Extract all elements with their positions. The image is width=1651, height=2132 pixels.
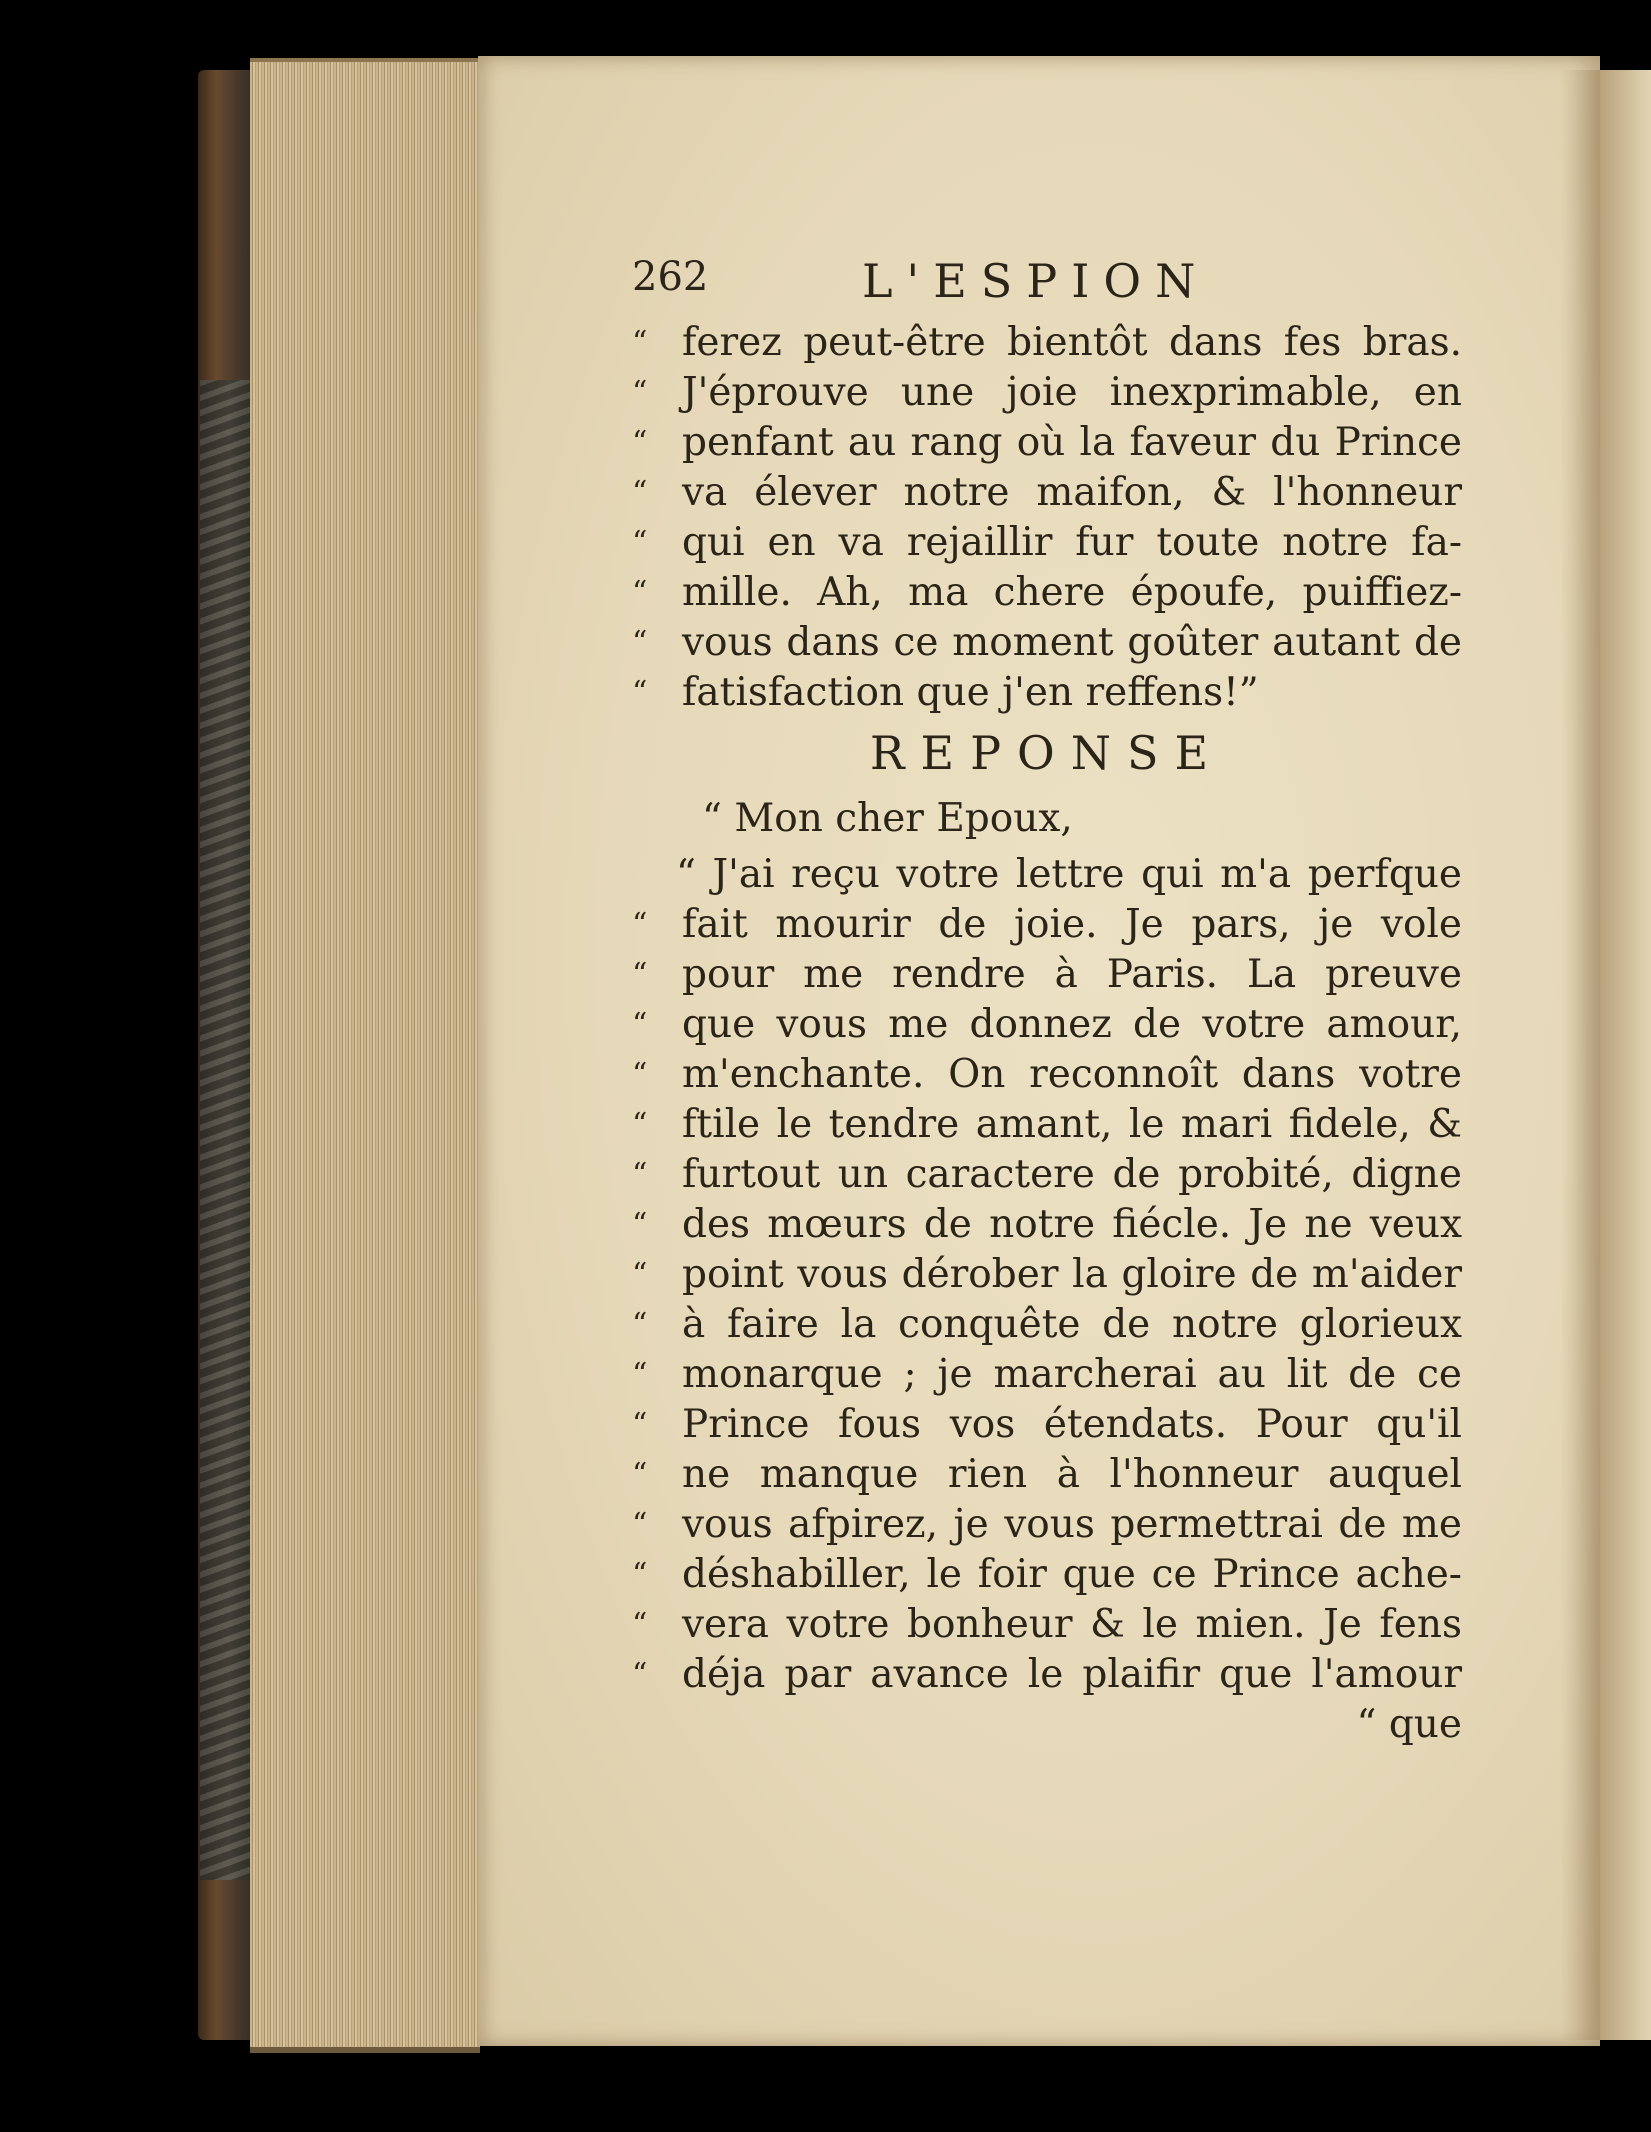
quote-mark: “ (632, 1507, 648, 1542)
quote-mark: “ (632, 675, 648, 710)
text-line (632, 1550, 1462, 1600)
quote-mark: “ (632, 1007, 648, 1042)
quote-mark: “ (632, 1057, 648, 1092)
line-text: Prince fous vos étendats. Pour qu'il (682, 1402, 1462, 1447)
line-text: mille. Ah, ma chere époufe, puiffiez- (682, 570, 1462, 615)
text-line (632, 468, 1462, 518)
quote-mark: “ (632, 1657, 648, 1692)
line-text: point vous dérober la gloire de m'aider (682, 1252, 1462, 1297)
line-text: vous afpirez, je vous permettrai de me (682, 1502, 1462, 1547)
section-heading: REPONSE (869, 726, 1225, 780)
quote-mark: “ (632, 625, 648, 660)
text-line (632, 1300, 1462, 1350)
text-line (632, 618, 1462, 668)
letter-continuation (632, 318, 1462, 718)
text-line (632, 518, 1462, 568)
line-text: vous dans ce moment goûter autant de (682, 620, 1462, 665)
line-text: J'éprouve une joie inexprimable, en (682, 370, 1462, 415)
quote-mark: “ (632, 1557, 648, 1592)
quote-mark: “ (632, 957, 648, 992)
catchword: “ que (1356, 1702, 1462, 1747)
line-text: monarque ; je marcherai au lit de ce (682, 1352, 1462, 1397)
text-line (632, 318, 1462, 368)
text-line (632, 950, 1462, 1000)
quote-mark: “ (632, 325, 648, 360)
quote-mark: “ (632, 1357, 648, 1392)
running-title: L'ESPION (862, 254, 1210, 308)
text-line (632, 1450, 1462, 1500)
line-text: furtout un caractere de probité, digne (682, 1152, 1462, 1197)
facing-page-edge (1600, 70, 1651, 2040)
line-text: m'enchante. On reconnoît dans votre (682, 1052, 1462, 1097)
text-line (632, 668, 1462, 718)
line-text: “ J'ai reçu votre lettre qui m'a perfque (676, 852, 1462, 897)
text-line (632, 1050, 1462, 1100)
text-line (632, 1500, 1462, 1550)
quote-mark: “ (632, 575, 648, 610)
text-line (632, 1250, 1462, 1300)
quote-mark: “ (632, 1307, 648, 1342)
quote-mark: “ (632, 1107, 648, 1142)
text-line (632, 1600, 1462, 1650)
quote-mark: “ (632, 525, 648, 560)
line-text: pour me rendre à Paris. La preuve (682, 952, 1462, 997)
line-text: déshabiller, le foir que ce Prince ache- (682, 1552, 1462, 1597)
quote-mark: “ (632, 907, 648, 942)
page-text (632, 254, 1462, 1750)
quote-mark: “ (632, 1607, 648, 1642)
text-line (632, 568, 1462, 618)
quote-mark: “ (632, 1157, 648, 1192)
salutation: “ Mon cher Epoux, (702, 796, 1073, 841)
line-text: qui en va rejaillir fur toute notre fa- (682, 520, 1462, 565)
quote-mark: “ (632, 375, 648, 410)
quote-mark: “ (632, 1257, 648, 1292)
page-edges (250, 58, 480, 2053)
text-line (632, 418, 1462, 468)
line-text: va élever notre maifon, & l'honneur (682, 470, 1462, 515)
reply-body (632, 900, 1462, 1700)
line-text: fait mourir de joie. Je pars, je vole (682, 902, 1462, 947)
text-line (632, 1000, 1462, 1050)
text-line (632, 1650, 1462, 1700)
quote-mark: “ (632, 475, 648, 510)
line-text: des mœurs de notre fiécle. Je ne veux (682, 1202, 1462, 1247)
line-text: déja par avance le plaifir que l'amour (682, 1652, 1462, 1697)
quote-mark: “ (632, 1407, 648, 1442)
page-number: 262 (632, 254, 709, 300)
text-line (632, 900, 1462, 950)
running-head (632, 254, 1462, 318)
quote-mark: “ (632, 425, 648, 460)
quote-mark: “ (632, 1207, 648, 1242)
text-line (632, 1400, 1462, 1450)
line-text: que vous me donnez de votre amour, (682, 1002, 1462, 1047)
paragraph-first-line (632, 850, 1462, 900)
text-line (632, 1200, 1462, 1250)
text-line (632, 1100, 1462, 1150)
line-text: fatisfaction que j'en reffens!” (682, 670, 1259, 715)
line-text: ftile le tendre amant, le mari fidele, & (682, 1102, 1462, 1147)
line-text: à faire la conquête de notre glorieux (682, 1302, 1462, 1347)
line-text: penfant au rang où la faveur du Prince (682, 420, 1462, 465)
text-line (632, 1350, 1462, 1400)
line-text: ne manque rien à l'honneur auquel (682, 1452, 1462, 1497)
quote-mark: “ (632, 1457, 648, 1492)
text-line (632, 1150, 1462, 1200)
text-line (632, 368, 1462, 418)
line-text: ferez peut-être bientôt dans fes bras. (682, 320, 1462, 365)
line-text: vera votre bonheur & le mien. Je fens (682, 1602, 1462, 1647)
